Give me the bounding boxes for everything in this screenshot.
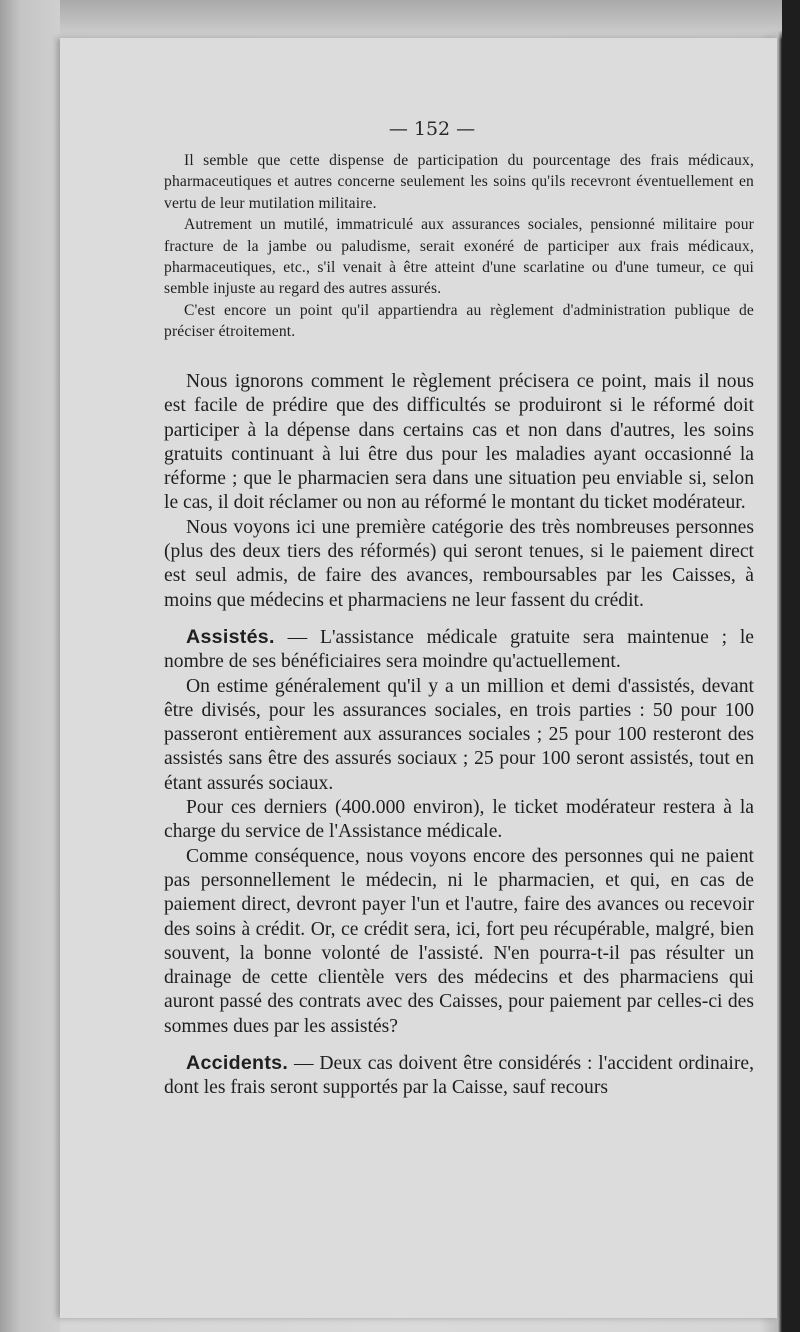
main-text-block — [164, 370, 754, 1101]
body-paragraph: Comme conséquence, nous voyons encore des personnes qui ne paient pas personnellement le médecin, ni le pharmacien, et qui, en cas de paiement direct, devront payer l'un et l'autre, faire des avances ou recevoir des soins à crédit. Or, ce crédit sera, ici, fort peu récupérable, malgré, bien souvent, la bonne volonté de l'assisté. N'en pourra-t-il pas résulter un drainage de cette clientèle vers des médecins et des pharmaciens qui auront passé des contrats avec des Caisses, pour paiement par celles-ci des sommes dues par les assistés? — [164, 845, 754, 1037]
section-text: — Deux cas doivent être considérés : l'accident ordinaire, dont les frais seront supportés par la Caisse, sauf recours — [164, 1053, 754, 1099]
note-block — [164, 150, 754, 343]
section-heading-assistes: Assistés. — [186, 625, 275, 648]
body-paragraph: Nous ignorons comment le règlement précisera ce point, mais il nous est facile de prédire que des difficultés se produiront si le réformé doit participer à la dépense dans certains cas et non dans d'autres, les soins gratuits continuant à lui être dus pour les maladies ayant occasionné la réforme ; que le pharmacien sera dans une situation peu enviable si, selon le cas, il doit réclamer ou non au réformé le montant du ticket modérateur. — [164, 371, 754, 514]
note-paragraph: Autrement un mutilé, immatriculé aux assurances sociales, pensionné militaire pour fracture de la jambe ou paludisme, serait exonéré de participer aux frais médicaux, pharmaceutiques, etc., s'il venait à être atteint d'une scarlatine ou d'une tumeur, ce qui semble injuste au regard des autres assurés. — [164, 216, 754, 298]
note-paragraph: C'est encore un point qu'il appartiendra au règlement d'administration publique de préciser étroitement. — [164, 301, 754, 341]
section-accidents — [164, 1051, 754, 1101]
body-paragraph: Pour ces derniers (400.000 environ), le ticket modérateur restera à la charge du service de l'Assistance médicale. — [164, 797, 754, 843]
book-gutter — [0, 0, 60, 1332]
body-paragraph: Nous voyons ici une première catégorie des très nombreuses personnes (plus des deux tiers des réformés) qui seront tenues, si le paiement direct est seul admis, de faire des avances, remboursables par les Caisses, à moins que médecins et pharmaciens ne leur fassent du crédit. — [164, 516, 754, 611]
section-heading-accidents: Accidents. — [186, 1052, 289, 1075]
scan-top-edge — [0, 0, 782, 40]
page-number: — 152 — — [388, 118, 476, 140]
section-assistes — [164, 625, 754, 675]
body-paragraph: On estime généralement qu'il y a un million et demi d'assistés, devant être divisés, pour les assurances sociales, en trois parties : 50 pour 100 passeront entièrement aux assurances sociales ; 25 pour 100 resteront des assistés sans être des assurés sociaux ; 25 pour 100 seront assistés, tout en étant assurés sociaux. — [164, 675, 754, 794]
section-text: — L'assistance médicale gratuite sera maintenue ; le nombre de ses bénéficiaires sera moindre qu'actuellement. — [164, 626, 754, 673]
note-paragraph: Il semble que cette dispense de participation du pourcentage des frais médicaux, pharmaceutiques et autres concerne seulement les soins qu'ils recevront éventuellement en vertu de leur mutilation militaire. — [164, 152, 754, 212]
